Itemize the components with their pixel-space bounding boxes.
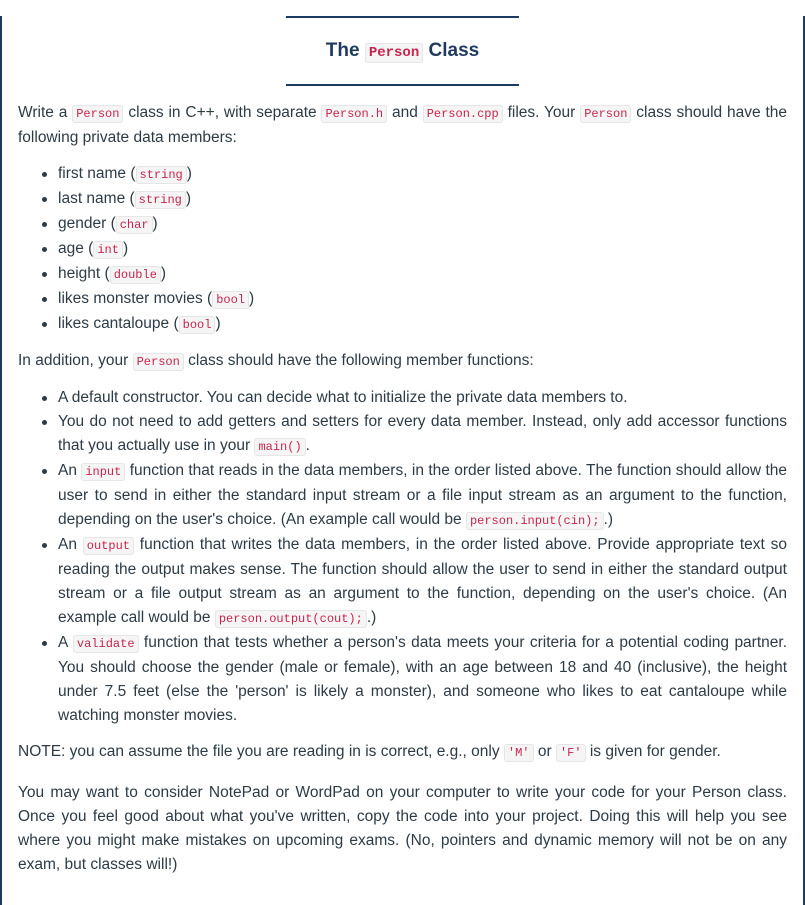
inline-code: int: [93, 241, 123, 259]
text-span: An: [58, 536, 83, 553]
inline-code: person.input(cin);: [466, 512, 604, 530]
inline-code: double: [110, 266, 161, 284]
member-functions-list: [18, 386, 787, 728]
text-span: ): [152, 215, 158, 232]
text-span: likes cantaloupe (: [58, 315, 179, 332]
text-span: height (: [58, 265, 110, 282]
list-item: [58, 237, 787, 262]
text-span: is given for gender.: [585, 743, 721, 760]
text-span: .): [603, 511, 614, 528]
inline-code: bool: [179, 316, 216, 334]
inline-code: 'F': [556, 744, 586, 762]
text-span: ): [160, 265, 167, 282]
text-span: A: [58, 634, 73, 651]
title-block: [286, 16, 519, 86]
title-code: Person: [365, 43, 423, 63]
text-span: first name (: [58, 165, 136, 182]
closing-paragraph: You may want to consider NotePad or WordPad on your computer to write your code for your Person class. Once you feel good about what you've written, copy the code into your project. Doing this will help you see where you might make mistakes on upcoming exams. (No, pointers and dynamic memory will not be on any exam, but classes will!): [18, 784, 787, 873]
list-item: [58, 212, 787, 237]
text-span: ): [249, 290, 255, 307]
addition-paragraph: [18, 349, 787, 374]
inline-code: Person: [133, 353, 184, 371]
text-span: You do not need to add getters and setters for every data member. Instead, only add accessor functions that you actually use in your: [58, 413, 787, 454]
list-item: [58, 162, 787, 187]
assignment-page: [0, 16, 805, 905]
data-members-list: [18, 162, 787, 337]
inline-code: Person.h: [321, 105, 387, 123]
inline-code: validate: [73, 635, 139, 653]
list-item: [58, 386, 787, 410]
text-span: class in C++, with separate: [123, 104, 322, 121]
text-span: class should have the following private data members:: [18, 104, 788, 146]
inline-code: string: [136, 166, 187, 184]
text-span: Write a: [18, 104, 73, 121]
list-item: [58, 262, 787, 287]
text-span: or: [533, 743, 556, 760]
list-item: [58, 187, 787, 212]
inline-code: string: [135, 191, 186, 209]
note-paragraph: [18, 740, 787, 765]
text-span: ): [186, 165, 192, 182]
text-span: last name (: [58, 190, 135, 207]
text-span: function that writes the data members, in the order listed above. Provide appropriate text so reading the output makes sense. The function should allow the user to send in either the standard output stream or a file output stream as an argument to the function, depending on the user's choice. (An example call would be: [58, 536, 788, 626]
text-span: .): [366, 609, 377, 626]
list-item: [58, 287, 787, 312]
text-span: .: [305, 437, 310, 454]
inline-code: 'M': [504, 744, 534, 762]
text-span: likes monster movies (: [58, 290, 213, 307]
text-span: ): [185, 190, 192, 207]
text-span: A default constructor. You can decide what to initialize the private data members to.: [58, 389, 628, 406]
text-span: ): [215, 315, 221, 332]
text-span: age (: [58, 240, 94, 257]
inline-code: output: [83, 537, 134, 555]
inline-code: Person: [72, 105, 123, 123]
inline-code: bool: [212, 291, 249, 309]
text-span: class should have the following member functions:: [183, 352, 534, 369]
text-span: NOTE: you can assume the file you are reading in is correct, e.g., only: [18, 743, 504, 760]
list-item: [58, 459, 787, 533]
inline-code: char: [116, 216, 153, 234]
text-span: function that tests whether a person's data meets your criteria for a potential coding partner. You should choose the gender (male or female), with an age between 18 and 40 (inclusive), the height under 7.5 feet (else the 'person' is likely a monster), and someone who likes to eat cantaloupe while watching monster movies.: [58, 634, 788, 724]
list-item: [58, 410, 787, 459]
inline-code: Person.cpp: [423, 105, 503, 123]
intro-paragraph: [18, 101, 787, 150]
inline-code: input: [81, 463, 125, 481]
text-span: function that reads in the data members, in the order listed above. The function should allow the user to send in either the standard input stream or a file input stream as an argument to the function, depending on the user's choice. (An example call would be: [58, 462, 787, 528]
list-item: [58, 631, 787, 728]
inline-code: Person: [580, 105, 631, 123]
inline-code: person.output(cout);: [215, 610, 367, 628]
text-span: files. Your: [502, 104, 581, 121]
title-prefix: The: [325, 40, 360, 61]
text-span: ): [122, 240, 129, 257]
list-item: [58, 533, 787, 631]
title-suffix: Class: [428, 40, 480, 61]
text-span: gender (: [58, 215, 116, 232]
text-span: In addition, your: [18, 352, 133, 369]
list-item: [58, 312, 787, 337]
text-span: and: [387, 104, 423, 121]
page-title: [326, 40, 479, 62]
text-span: An: [58, 462, 82, 479]
inline-code: main(): [254, 438, 305, 456]
